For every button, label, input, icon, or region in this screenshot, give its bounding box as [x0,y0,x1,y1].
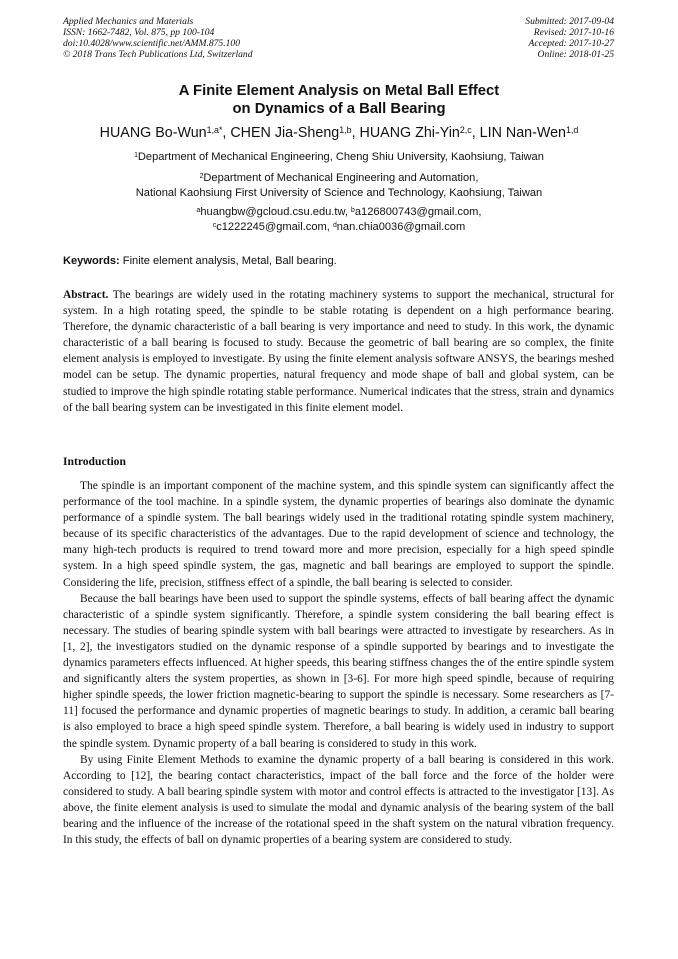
affiliation-mark: 1 [134,151,138,159]
affiliation-2 [50,171,628,201]
author-separator: , [471,125,480,141]
keywords [63,254,615,268]
affiliation-text: Department of Mechanical Engineering and Automation, [203,172,479,184]
author-affiliation-mark: 1,a* [206,125,223,136]
submitted-date: Submitted: 2017-09-04 [525,16,614,27]
author-name: CHEN Jia-Sheng [230,125,340,141]
issn-line: ISSN: 1662-7482, Vol. 875, pp 100-104 [63,27,215,38]
title-line-2: on Dynamics of a Ball Bearing [232,101,446,117]
keywords-label: Keywords: [63,255,120,267]
email-mark: a [196,206,201,214]
intro-paragraph-2: Because the ball bearings have been used to support the spindle systems, effects of ball bearing affect the dynamic characteristic of a spindle system significantly. Therefore, a spindle system considering the ball bearing effect is necessary. The studies of bearing spindle system with ball bearings were attracted to investigate by researchers. As in [1, 2], the investigators studied on the dynamic response of a spindle supported by bearings and to investigate the dynamics parameters effects influenced. At higher speeds, this bearing stiffness changes the of the entire spindle system and significantly alters the system properties, as shown in [3-6]. For more high speed spindle, because of requiring higher spindle speeds, the lower friction magnetic-bearing to support the spindle is necessary. Some researchers as [7-11] focused the performance and dynamic properties of magnetic bearings to study. In addition, a ceramic ball bearing is also employed to brace a high speed spindle system. Therefore, a ball bearing is widely used in industry to support the spindle system. Dynamic property of a ball bearing is considered to study in this work. [63,592,614,750]
author-list [40,123,638,143]
introduction-heading: Introduction [63,455,126,468]
accepted-date: Accepted: 2017-10-27 [528,38,614,49]
email-address: c1222245@gmail.com, [216,221,333,233]
author-affiliation-mark: 2,c [459,125,472,136]
email-address: nan.chia0036@gmail.com [336,221,466,233]
affiliation-text: National Kaohsiung First University of Science and Technology, Kaohsiung, Taiwan [135,187,543,199]
abstract-text: The bearings are widely used in the rotating machinery systems to support the mechanical, structural for system. In a high rotating speed, the spindle to be stable rotating is dependent on a high performance bearing. Therefore, the dynamic characteristic of a ball bearing is very importance and need to study. In this work, the dynamic characteristic of a ball bearing is focused to study. Because the geometric of ball bearing are so complex, the finite element analysis is employed to investigate. By using the finite element analysis software ANSYS, the bearings meshed model can be setup. The dynamic properties, natural frequency and mode shape of ball and global system, can be studied to improve the high spindle rotating stable performance. Numerical indicates that the stress, strain and dynamics of the ball bearing system can be investigated in this finite element model. [63,289,614,414]
journal-header-left [63,16,253,60]
intro-paragraph-1: The spindle is an important component of the machine system, and this spindle system can significantly affect the performance of the tool machine. In a spindle system, the dynamic properties of bearings also dominate the dynamic performance of a spindle system. The ball bearings widely used in the traditional rotating spindle system machinery, because of its specific characteristics of the advantages. Due to the rapid development of science and technology, the many high-tech products is required to trend toward more and more precision, especially for a high speed spindle system. In a high speed spindle system, the gas, magnetic and ball bearings are employed to support the spindle. Considering the life, precision, stiffness effect of a spindle, the ball bearing is selected to consider. [63,480,614,589]
email-address: a126800743@gmail.com, [354,206,482,218]
author-affiliation-mark: 1,d [566,125,579,136]
paper-title [63,82,615,118]
email-address: huangbw@gcloud.csu.edu.tw, [200,206,352,218]
intro-paragraph-3: By using Finite Element Methods to examine the dynamic property of a ball bearing is considered in this work. According to [12], the bearing contact characteristics, impact of the ball force and the force of the holder were considered to study. A ball bearing spindle system with motor and control effects is attracted to the investigator [13]. As above, the finite element analysis is used to simulate the modal and dynamic analysis of the bearing system of the ball bearing and the influence of the increase of the rotational speed in the shaft system on the natural vibration frequency. In this study, the effects of ball on dynamic properties of a bearing system are considered to study. [63,753,614,847]
author-affiliation-mark: 1,b [339,125,352,136]
author-name: HUANG Bo-Wun [99,125,207,141]
affiliation-text: Department of Mechanical Engineering, Cheng Shiu University, Kaohsiung, Taiwan [137,151,544,163]
abstract-label: Abstract. [63,289,109,301]
author-separator: , [351,125,360,141]
author-name: HUANG Zhi-Yin [359,125,460,141]
abstract [63,287,614,416]
email-mark: c [212,221,217,229]
keywords-text: Finite element analysis, Metal, Ball bearing. [119,255,337,267]
affiliation-1 [50,150,628,165]
email-mark: b [351,206,355,214]
journal-header-right [525,16,614,60]
revised-date: Revised: 2017-10-16 [533,27,614,38]
journal-name: Applied Mechanics and Materials [63,16,194,27]
copyright-line: © 2018 Trans Tech Publications Ltd, Switzerland [63,49,253,60]
email-mark: d [332,221,337,229]
title-line-1: A Finite Element Analysis on Metal Ball Effect [178,83,500,99]
introduction-body [63,478,614,848]
author-separator: , [222,125,231,141]
affiliation-mark: 2 [199,172,204,180]
doi-line: doi:10.4028/www.scientific.net/AMM.875.100 [63,38,241,49]
author-name: LIN Nan-Wen [479,125,567,141]
online-date: Online: 2018-01-25 [537,49,614,60]
author-emails [50,205,628,235]
